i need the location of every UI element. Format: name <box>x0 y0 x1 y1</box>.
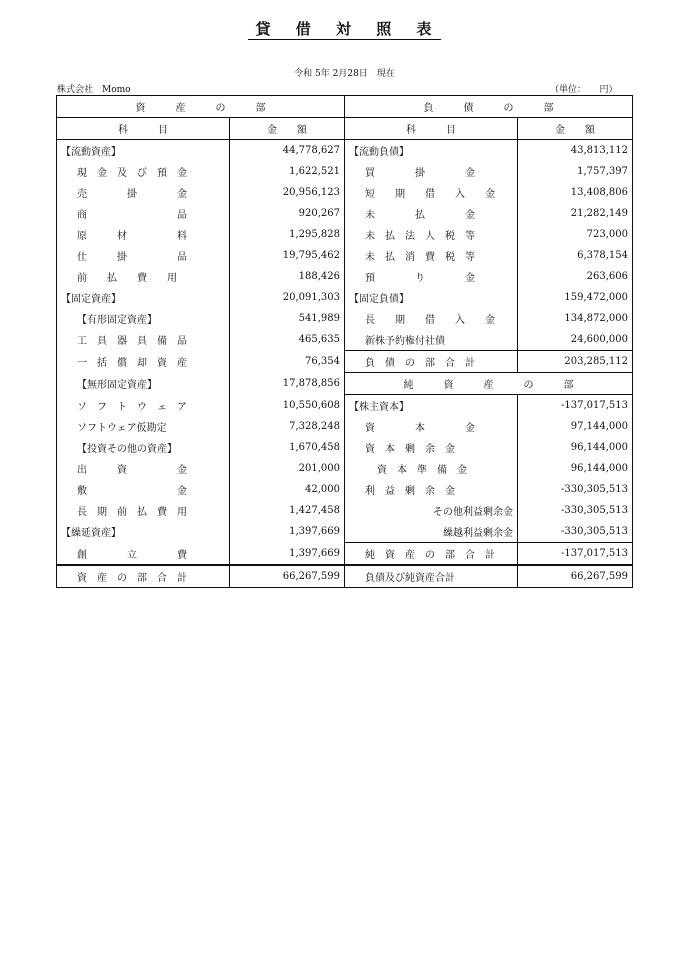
liability-label: 新株予約権付社債 <box>345 329 518 351</box>
asset-label: 敷 金 <box>57 479 230 500</box>
asset-label: ソ フ ト ウ ェ ア <box>57 395 230 417</box>
net-asset-label: 繰越利益剰余金 <box>345 521 518 543</box>
liability-label: 負 債 の 部 合 計 <box>345 351 518 373</box>
asset-value: 1,397,669 <box>230 543 345 566</box>
liabilities-section-header: 負 債 の 部 <box>345 96 633 118</box>
table-row <box>57 395 633 417</box>
asset-value: 1,295,828 <box>230 224 345 245</box>
table-row <box>57 351 633 373</box>
unit-label: （単位： 円） <box>550 85 618 95</box>
table-row <box>57 437 633 458</box>
table-row <box>57 182 633 203</box>
table-row <box>57 458 633 479</box>
asset-label: 一 括 償 却 資 産 <box>57 351 230 373</box>
liability-label: 【流動負債】 <box>345 140 518 162</box>
balance-sheet-body <box>57 96 633 588</box>
liab-net-total-label: 負債及び純資産合計 <box>345 565 518 588</box>
asset-value: 42,000 <box>230 479 345 500</box>
liability-value: 203,285,112 <box>518 351 633 373</box>
net-asset-label: 純 資 産 の 部 合 計 <box>345 543 518 566</box>
table-row <box>57 479 633 500</box>
asset-label: 原 材 料 <box>57 224 230 245</box>
table-row <box>57 287 633 308</box>
asset-label: 【繰延資産】 <box>57 521 230 543</box>
asset-label: 現 金 及 び 預 金 <box>57 161 230 182</box>
page-title: 貸 借 対 照 表 <box>0 18 689 39</box>
table-row <box>57 521 633 543</box>
table-row <box>57 543 633 566</box>
liability-label: 預 り 金 <box>345 266 518 287</box>
liabilities-amount-header: 金 額 <box>518 118 633 140</box>
section-header-row <box>57 96 633 118</box>
liability-value: 263,606 <box>518 266 633 287</box>
asset-label: 【固定資産】 <box>57 287 230 308</box>
net-asset-value: -137,017,513 <box>518 543 633 566</box>
asset-value: 920,267 <box>230 203 345 224</box>
table-row <box>57 308 633 329</box>
asset-value: 465,635 <box>230 329 345 351</box>
liabilities-item-header: 科 目 <box>345 118 518 140</box>
table-row <box>57 245 633 266</box>
asset-value: 1,670,458 <box>230 437 345 458</box>
table-row <box>57 161 633 182</box>
liability-label: 未 払 法 人 税 等 <box>345 224 518 245</box>
asset-value: 541,989 <box>230 308 345 329</box>
table-row <box>57 500 633 521</box>
asset-value: 17,878,856 <box>230 373 345 395</box>
table-row <box>57 140 633 162</box>
liability-value: 134,872,000 <box>518 308 633 329</box>
net-asset-label: 資 本 金 <box>345 416 518 437</box>
assets-section-header: 資 産 の 部 <box>57 96 345 118</box>
asset-label: 商 品 <box>57 203 230 224</box>
liability-label: 未 払 金 <box>345 203 518 224</box>
liability-value: 21,282,149 <box>518 203 633 224</box>
table-row <box>57 373 633 395</box>
liability-label: 【固定負債】 <box>345 287 518 308</box>
net-asset-label: 【株主資本】 <box>345 395 518 417</box>
asset-value: 19,795,462 <box>230 245 345 266</box>
liab-net-total-value: 66,267,599 <box>518 565 633 588</box>
liability-value: 723,000 <box>518 224 633 245</box>
asset-label: 【有形固定資産】 <box>57 308 230 329</box>
asset-label: 【流動資産】 <box>57 140 230 162</box>
assets-total-label: 資 産 の 部 合 計 <box>57 565 230 588</box>
column-header-row <box>57 118 633 140</box>
net-asset-value: -330,305,513 <box>518 500 633 521</box>
asset-value: 1,622,521 <box>230 161 345 182</box>
liability-value: 13,408,806 <box>518 182 633 203</box>
asset-label: 【投資その他の資産】 <box>57 437 230 458</box>
asset-label: 長 期 前 払 費 用 <box>57 500 230 521</box>
assets-item-header: 科 目 <box>57 118 230 140</box>
table-row <box>57 329 633 351</box>
asset-value: 44,778,627 <box>230 140 345 162</box>
liability-value: 1,757,397 <box>518 161 633 182</box>
liability-label: 買 掛 金 <box>345 161 518 182</box>
net-assets-section-header: 純 資 産 の 部 <box>345 373 633 395</box>
asset-value: 1,397,669 <box>230 521 345 543</box>
assets-total-value: 66,267,599 <box>230 565 345 588</box>
net-asset-label: 利 益 剰 余 金 <box>345 479 518 500</box>
liability-label: 未 払 消 費 税 等 <box>345 245 518 266</box>
table-row <box>57 416 633 437</box>
net-asset-value: -137,017,513 <box>518 395 633 417</box>
asset-label: 創 立 費 <box>57 543 230 566</box>
asset-value: 7,328,248 <box>230 416 345 437</box>
liability-value: 24,600,000 <box>518 329 633 351</box>
net-asset-label: その他利益剰余金 <box>345 500 518 521</box>
asset-label: 前 払 費 用 <box>57 266 230 287</box>
liability-value: 43,813,112 <box>518 140 633 162</box>
liability-label: 短 期 借 入 金 <box>345 182 518 203</box>
balance-sheet-table <box>56 95 633 588</box>
asset-value: 20,956,123 <box>230 182 345 203</box>
asset-value: 20,091,303 <box>230 287 345 308</box>
table-row <box>57 203 633 224</box>
asset-label: 工 具 器 具 備 品 <box>57 329 230 351</box>
liability-value: 6,378,154 <box>518 245 633 266</box>
asset-value: 201,000 <box>230 458 345 479</box>
asset-label: 仕 掛 品 <box>57 245 230 266</box>
asset-value: 10,550,608 <box>230 395 345 417</box>
asset-value: 188,426 <box>230 266 345 287</box>
asset-label: ソフトウェア仮勘定 <box>57 416 230 437</box>
net-asset-value: 97,144,000 <box>518 416 633 437</box>
liability-label: 長 期 借 入 金 <box>345 308 518 329</box>
net-asset-value: -330,305,513 <box>518 521 633 543</box>
totals-row <box>57 565 633 588</box>
asset-value: 76,354 <box>230 351 345 373</box>
net-asset-label: 資 本 剰 余 金 <box>345 437 518 458</box>
liability-value: 159,472,000 <box>518 287 633 308</box>
net-asset-value: -330,305,513 <box>518 479 633 500</box>
asset-value: 1,427,458 <box>230 500 345 521</box>
net-asset-label: 資 本 準 備 金 <box>345 458 518 479</box>
assets-amount-header: 金 額 <box>230 118 345 140</box>
table-row <box>57 266 633 287</box>
report-date: 令和 5年 2月28日 現在 <box>294 69 395 79</box>
company-name: 株式会社 Momo <box>57 85 131 95</box>
asset-label: 【無形固定資産】 <box>57 373 230 395</box>
net-asset-value: 96,144,000 <box>518 437 633 458</box>
asset-label: 出 資 金 <box>57 458 230 479</box>
asset-label: 売 掛 金 <box>57 182 230 203</box>
table-row <box>57 224 633 245</box>
net-asset-value: 96,144,000 <box>518 458 633 479</box>
